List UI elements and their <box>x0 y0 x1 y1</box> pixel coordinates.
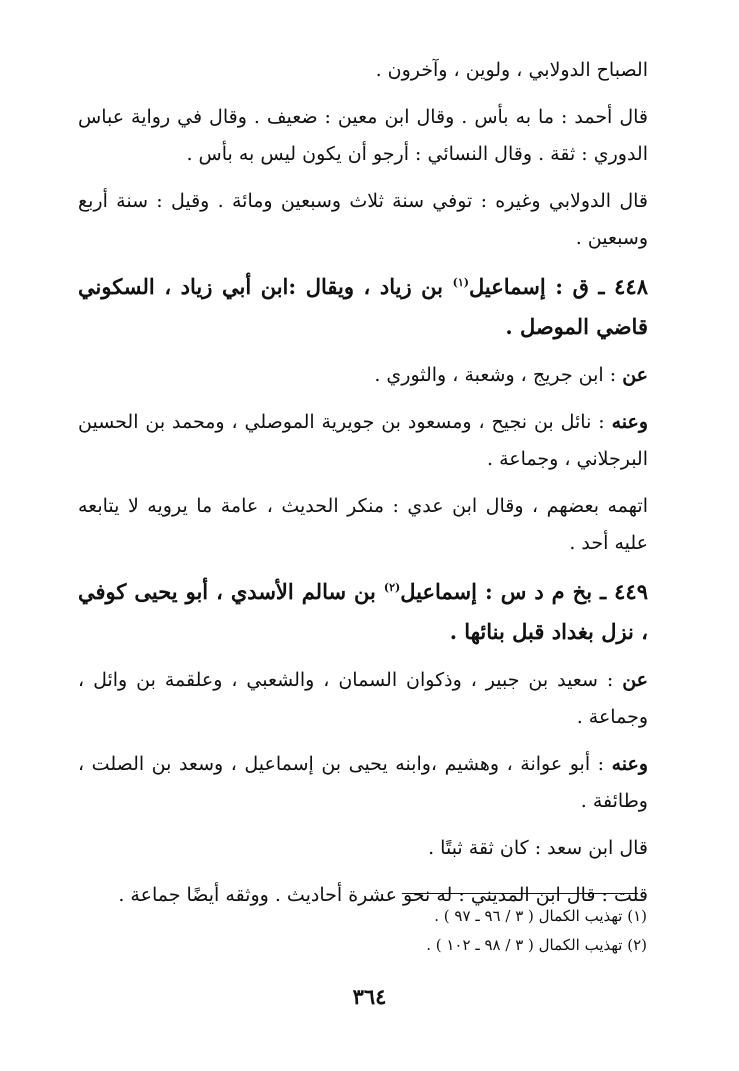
continuation-paragraph: الصباح الدولابي ، ولوين ، وآخرون . <box>375 59 648 81</box>
entry-449-description: بن سالم الأسدي ، أبو يحيى كوفي ، نزل بغداد قبل بنائها . <box>78 579 648 644</box>
entry-448-number-name: ٤٤٨ ـ ق : إسماعيل <box>468 274 648 299</box>
from-label: عن <box>622 669 648 691</box>
students-label: وعنه <box>611 411 649 433</box>
author-note: قلت : قال ابن المديني : له نحو عشرة أحاديث . ووثقه أيضًا جماعة . <box>118 884 648 906</box>
page-number: ٣٦٤ <box>352 984 387 1009</box>
footnotes <box>317 902 647 960</box>
students-text: : نائل بن نجيح ، ومسعود بن جويرية الموصلي ، ومحمد بن الحسين البرجلاني ، وجماعة . <box>78 411 648 470</box>
entry-449-students <box>78 746 648 820</box>
narrator-assessment-paragraph: قال أحمد : ما به بأس . وقال ابن معين : ضعيف . وقال في رواية عباس الدوري : ثقة . وقال النسائي : أرجو أن يكون ليس به بأس . <box>78 106 648 165</box>
from-text: : ابن جريج ، وشعبة ، والثوري . <box>374 364 617 386</box>
death-date-paragraph: قال الدولابي وغيره : توفي سنة ثلاث وسبعين ومائة . وقيل : سنة أربع وسبعين . <box>78 190 648 249</box>
entry-449-heading <box>78 572 648 652</box>
entry-449-teachers <box>78 662 648 736</box>
ibn-saad-quote: قال ابن سعد : كان ثقة ثبتًا . <box>428 837 648 859</box>
footnote-divider <box>402 893 638 894</box>
entry-448-assessment: اتهمه بعضهم ، وقال ابن عدي : منكر الحديث ، عامة ما يرويه لا يتابعه عليه أحد . <box>78 495 648 554</box>
entry-448-teachers <box>78 357 648 394</box>
footnote-ref-2: (٢) <box>383 581 401 594</box>
footnote-1: (١) تهذيب الكمال ( ٣ / ٩٦ ـ ٩٧ ) . <box>434 907 647 925</box>
footnote-ref-1: (١) <box>452 276 469 289</box>
page-body <box>78 52 648 924</box>
from-label: عن <box>622 364 648 386</box>
students-label: وعنه <box>611 753 648 775</box>
students-text: : أبو عوانة ، وهشيم ،وابنه يحيى بن إسماعيل ، وسعد بن الصلت ، وطائفة . <box>78 753 648 812</box>
entry-448-students <box>78 404 648 478</box>
from-text: : سعيد بن جبير ، وذكوان السمان ، والشعبي ، وعلقمة بن وائل ، وجماعة . <box>78 669 648 728</box>
entry-448-heading <box>78 267 648 347</box>
footnote-2: (٢) تهذيب الكمال ( ٣ / ٩٨ ـ ١٠٢ ) . <box>426 936 647 954</box>
entry-448-description: بن زياد ، ويقال :ابن أبي زياد ، السكوني قاضي الموصل . <box>78 274 648 339</box>
entry-449-number-name: ٤٤٩ ـ بخ م د س : إسماعيل <box>400 579 648 604</box>
